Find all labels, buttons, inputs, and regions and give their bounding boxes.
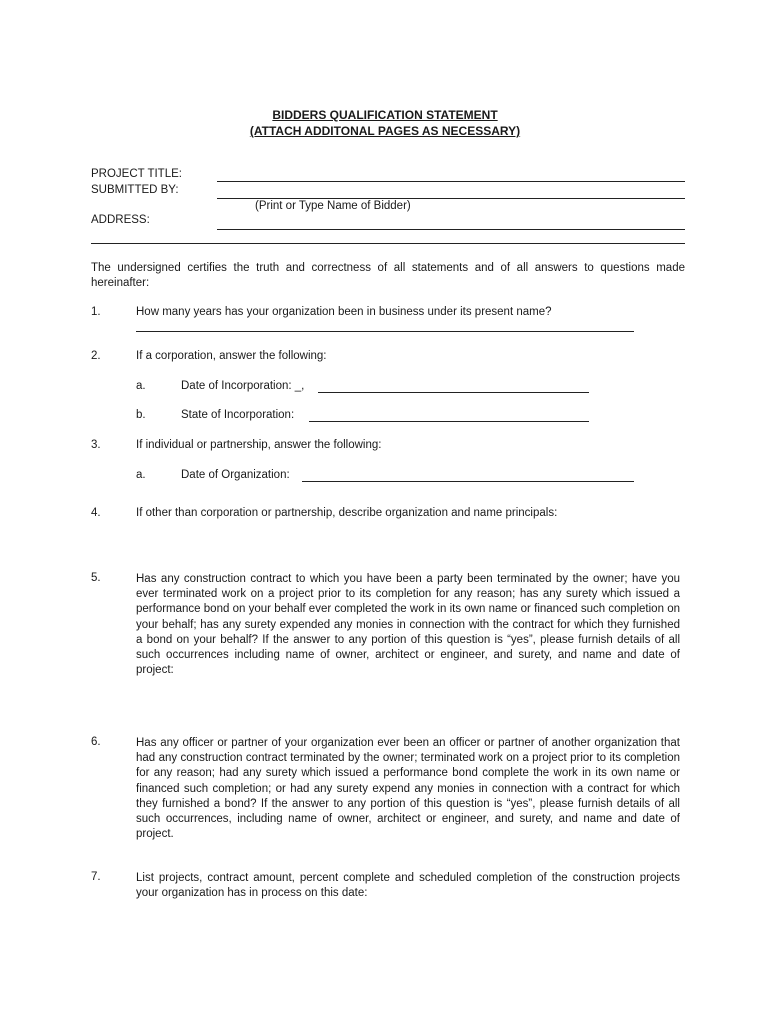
question-1-number: 1.: [91, 306, 101, 318]
submitted-by-line[interactable]: [217, 198, 685, 199]
document-title: BIDDERS QUALIFICATION STATEMENT: [272, 108, 498, 122]
address-label: ADDRESS:: [91, 214, 150, 226]
address-line-2[interactable]: [91, 243, 685, 244]
question-2-text: If a corporation, answer the following:: [136, 350, 327, 362]
certification-statement: The undersigned certifies the truth and correctness of all statements and of all answers to questions made hereinafter:: [91, 262, 685, 290]
date-of-incorporation-line[interactable]: [318, 392, 589, 393]
date-of-organization-line[interactable]: [302, 481, 634, 482]
project-title-line[interactable]: [217, 181, 685, 182]
question-1-answer-line[interactable]: [136, 331, 634, 332]
question-2b-label: State of Incorporation:: [181, 409, 295, 421]
question-7-text: List projects, contract amount, percent complete and scheduled completion of the construction projects your organization has in process on this date:: [136, 872, 680, 900]
question-2a-letter: a.: [136, 380, 146, 392]
question-6-text: Has any officer or partner of your organization ever been an officer or partner of another organization that had any construction contract terminated by the owner; terminated work on a project prior to its completion for any reason; had any surety which issued a performance bond complete the work in its own name or financed such completion; or had any surety expend any monies in connection with a contract for which they furnished a bond? If the answer to any portion of this question is “yes”, please furnish details of all such occurrences, including name of owner, architect or engineer, and surety, and name and date of project.: [136, 737, 680, 841]
address-line-1[interactable]: [217, 229, 685, 230]
question-1-text: How many years has your organization been in business under its present name?: [136, 306, 552, 318]
bidder-name-hint: (Print or Type Name of Bidder): [255, 200, 411, 212]
question-3a-label: Date of Organization:: [181, 469, 290, 481]
question-4-number: 4.: [91, 507, 101, 519]
question-3-text: If individual or partnership, answer the following:: [136, 439, 382, 451]
question-5-text: Has any construction contract to which you have been a party been terminated by the owner; have you ever terminated work on a project prior to its completion for any reason; has any surety which issued a performance bond on your behalf ever completed the work in its own name or financed such completion on your behalf; has any surety expended any monies in connection with the contract for which they furnished a bond on your behalf? If the answer to any portion of this question is “yes”, please furnish details of all such occurrences including name of owner, architect or engineer, and surety, and name and date of project:: [136, 573, 680, 677]
question-5-number: 5.: [91, 572, 101, 584]
question-3a-letter: a.: [136, 469, 146, 481]
project-title-label: PROJECT TITLE:: [91, 168, 182, 180]
question-2a-label: Date of Incorporation: _,: [181, 380, 305, 392]
question-4-text: If other than corporation or partnership, describe organization and name principals:: [136, 507, 558, 519]
question-7-number: 7.: [91, 871, 101, 883]
question-3-number: 3.: [91, 439, 101, 451]
submitted-by-label: SUBMITTED BY:: [91, 184, 179, 196]
state-of-incorporation-line[interactable]: [309, 421, 589, 422]
question-2b-letter: b.: [136, 409, 146, 421]
question-2-number: 2.: [91, 350, 101, 362]
document-subtitle: (ATTACH ADDITONAL PAGES AS NECESSARY): [249, 124, 521, 138]
question-6-number: 6.: [91, 736, 101, 748]
